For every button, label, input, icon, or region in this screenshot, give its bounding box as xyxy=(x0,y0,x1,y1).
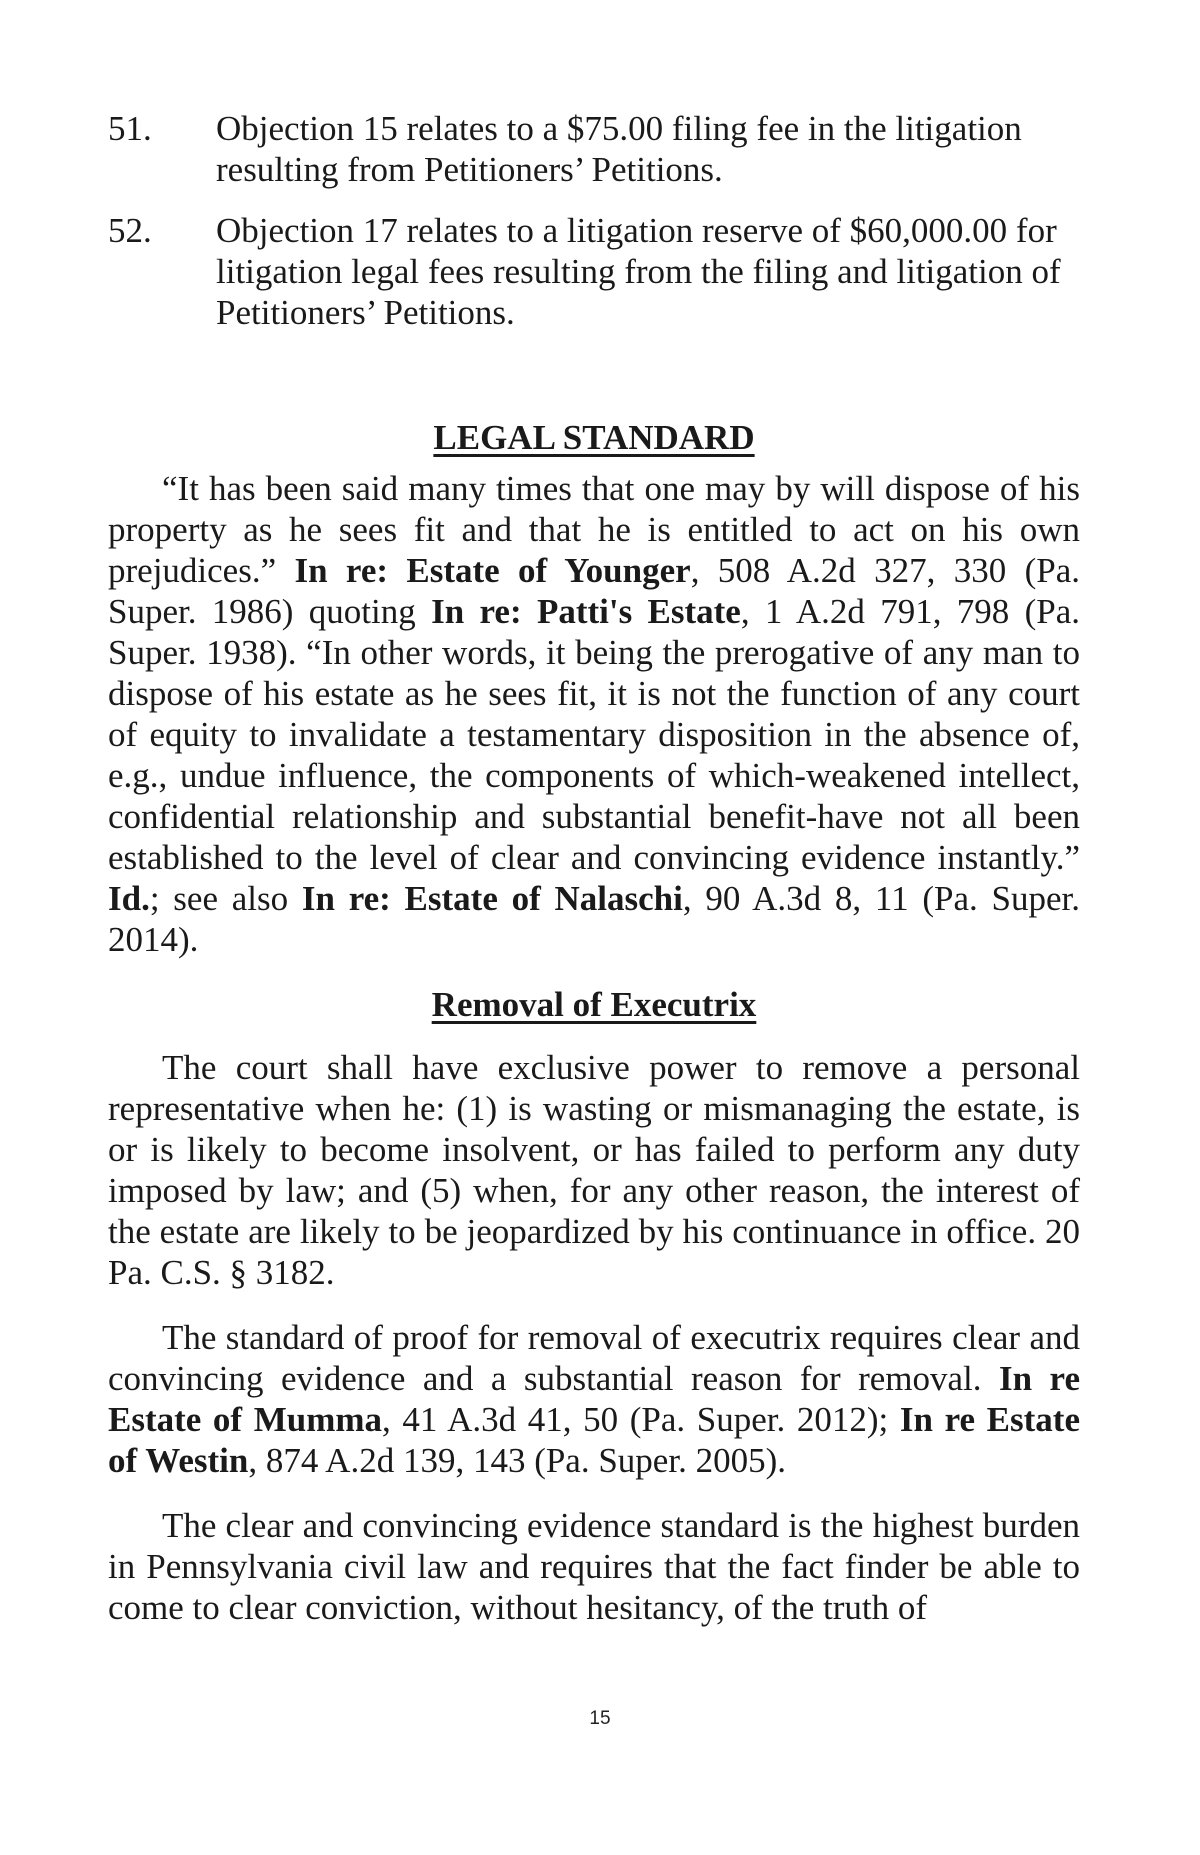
text-run: , 41 A.3d 41, 50 (Pa. Super. 2012); xyxy=(382,1400,900,1439)
removal-paragraph-2 xyxy=(108,1317,1080,1481)
paragraph-number: 52. xyxy=(108,211,152,250)
removal-of-executrix-heading: Removal of Executrix xyxy=(431,985,757,1024)
text-run: , 90 A.3d 8, 11 (Pa. Super. 2014). xyxy=(108,879,1080,959)
case-citation: In re Estate of Westin xyxy=(108,1400,1080,1480)
text-run: “It has been said many times that one may by will dispose of his property as he sees fit and that he is entitled to act on his own prejudices.” xyxy=(108,469,1080,590)
text-run: , 1 A.2d 791, 798 (Pa. Super. 1938). “In other words, it being the prerogative of any man to dispose of his estate as he sees fit, it is not the function of any court of equity to invalidate a testamentary disposition in the absence of, e.g., undue influence, the components of which-weakened intellect, confidential relationship and substantial benefit-have not all been established to the level of clear and convincing evidence instantly.” xyxy=(108,592,1081,877)
case-citation: In re Estate of Mumma xyxy=(108,1359,1080,1439)
paragraph-text: Objection 17 relates to a litigation reserve of $60,000.00 for litigation legal fees resulting from the filing and litigation of Petitioners’ Petitions. xyxy=(216,211,1061,332)
numbered-paragraph-52 xyxy=(108,210,1080,333)
removal-paragraph-3: The clear and convincing evidence standard is the highest burden in Pennsylvania civil law and requires that the fact finder be able to come to clear conviction, without hesitancy, of the truth of xyxy=(108,1506,1080,1627)
text-run: ; see also xyxy=(149,879,302,918)
case-citation: Id. xyxy=(108,879,150,918)
document-page xyxy=(108,108,1080,1652)
legal-standard-paragraph xyxy=(108,468,1080,960)
case-citation: In re: Estate of Younger xyxy=(294,551,691,590)
text-run: , 874 A.2d 139, 143 (Pa. Super. 2005). xyxy=(248,1441,786,1480)
text-run: The standard of proof for removal of executrix requires clear and convincing evidence and a substantial reason for removal. xyxy=(108,1318,1080,1398)
numbered-paragraph-51 xyxy=(108,108,1080,190)
text-run: , 508 A.2d 327, 330 (Pa. Super. 1986) quoting xyxy=(108,551,1081,631)
removal-paragraph-1: The court shall have exclusive power to remove a personal representative when he: (1) is wasting or mismanaging the estate, is or is likely to become insolvent, or has failed to perform any duty imposed by law; and (5) when, for any other reason, the interest of the estate are likely to be jeopardized by his continuance in office. 20 Pa. C.S. § 3182. xyxy=(108,1048,1080,1292)
case-citation: In re: Estate of Nalaschi xyxy=(301,879,683,918)
case-citation: In re: Patti's Estate xyxy=(431,592,741,631)
page-number: 15 xyxy=(589,1708,611,1729)
paragraph-text: Objection 15 relates to a $75.00 filing fee in the litigation resulting from Petitioners’ Petitions. xyxy=(216,109,1022,189)
legal-standard-heading: LEGAL STANDARD xyxy=(433,418,755,457)
paragraph-number: 51. xyxy=(108,109,152,148)
